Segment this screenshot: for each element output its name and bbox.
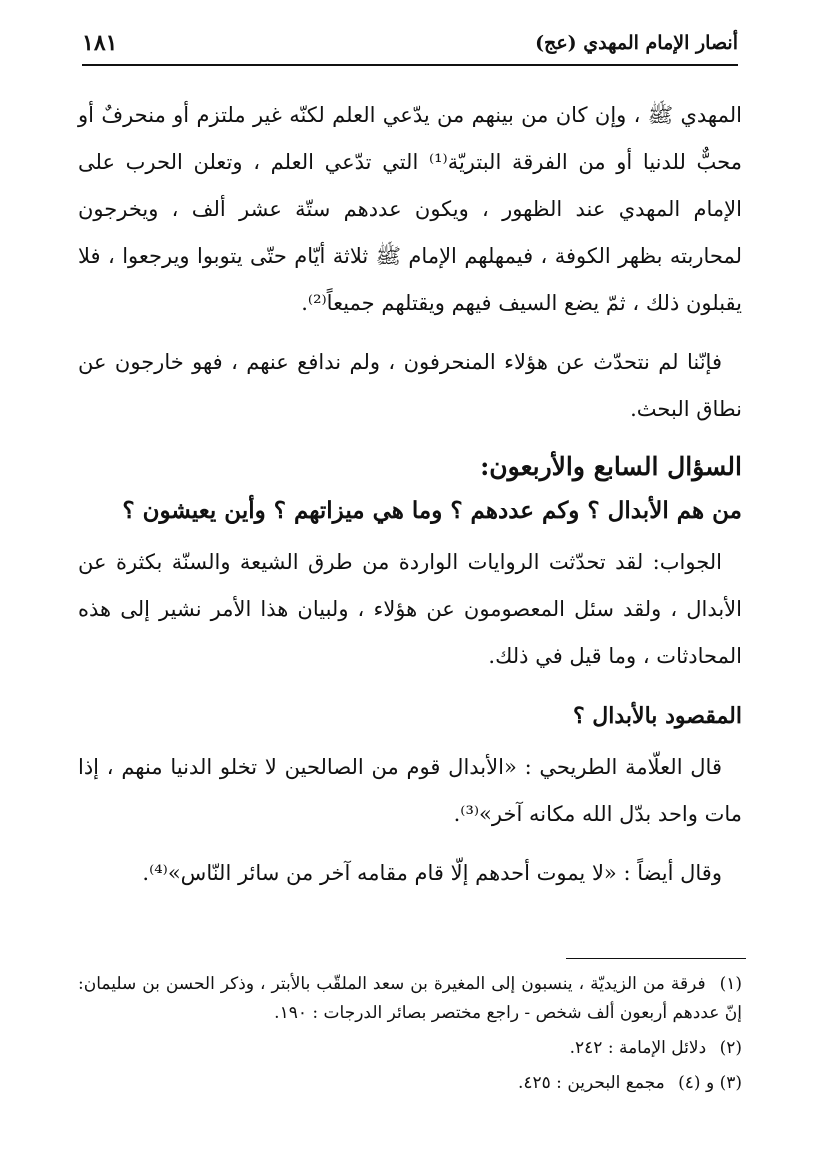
footnote-text: دلائل الإمامة : ٢٤٢. [569,1038,707,1058]
page-header [82,26,738,66]
footnote-number: (٢) [719,1038,742,1058]
quote-2: وقال أيضاً : «لا يموت أحدهم إلّا قام مقامه آخر من سائر النّاس»⁽⁴⁾. [142,861,722,885]
footnote-rule [566,958,746,959]
footnote [78,970,742,1028]
footnote-text: مجمع البحرين : ٤٢٥. [517,1073,665,1093]
page-body [78,92,742,909]
footnote [78,1034,742,1063]
question-heading: السؤال السابع والأربعون: [480,452,742,481]
subheading: المقصود بالأبدال ؟ [572,703,742,729]
header-rule [82,64,738,66]
running-title: أنصار الإمام المهدي (عج) [535,32,738,54]
footnote-number: (٣) و (٤) [678,1073,742,1093]
answer-paragraph: الجواب: لقد تحدّثت الروايات الواردة من طرق الشيعة والسنّة بكثرة عن الأبدال ، ولقد سئل المعصومون عن هؤلاء ، ولبيان هذا الأمر نشير إلى هذه المحادثات ، وما قيل في ذلك. [78,550,742,668]
footnote-number: (١) [719,974,743,994]
footnotes [78,970,742,1104]
paragraph-1: المهدي ﷺ ، وإن كان من بينهم من يدّعي العلم لكنّه غير ملتزم أو منحرفٌ أو محبٌّ للدنيا أو من الفرقة البتريّة⁽¹⁾ التي تدّعي العلم ، وتعلن الحرب على الإمام المهدي عند الظهور ، ويكون عددهم ستّة عشر ألف ، ويخرجون لمحاربته بظهر الكوفة ، فيمهلهم الإمام ﷺ ثلاثة أيّام حتّى يتوبوا ويرجعوا ، فلا يقبلون ذلك ، ثمّ يضع السيف فيهم ويقتلهم جميعاً⁽²⁾. [78,103,742,315]
quote-1: قال العلّامة الطريحي : «الأبدال قوم من الصالحين لا تخلو الدنيا منهم ، إذا مات واحد بدّل الله مكانه آخر»⁽³⁾. [78,755,742,826]
page-number: ١٨١ [82,30,118,56]
footnote [78,1069,742,1098]
question-text: من هم الأبدال ؟ وكم عددهم ؟ وما هي ميزاتهم ؟ وأين يعيشون ؟ [122,497,742,524]
footnote-text: فرقة من الزيديّة ، ينسبون إلى المغيرة بن سعد الملقّب بالأبتر ، وذكر الحسن بن سليمان: إنّ عددهم أربعون ألف شخص - راجع مختصر بصائر الدرجات : ١٩٠. [78,974,742,1023]
paragraph-2: فإنّنا لم نتحدّث عن هؤلاء المنحرفون ، ولم ندافع عنهم ، فهو خارجون عن نطاق البحث. [78,350,742,421]
